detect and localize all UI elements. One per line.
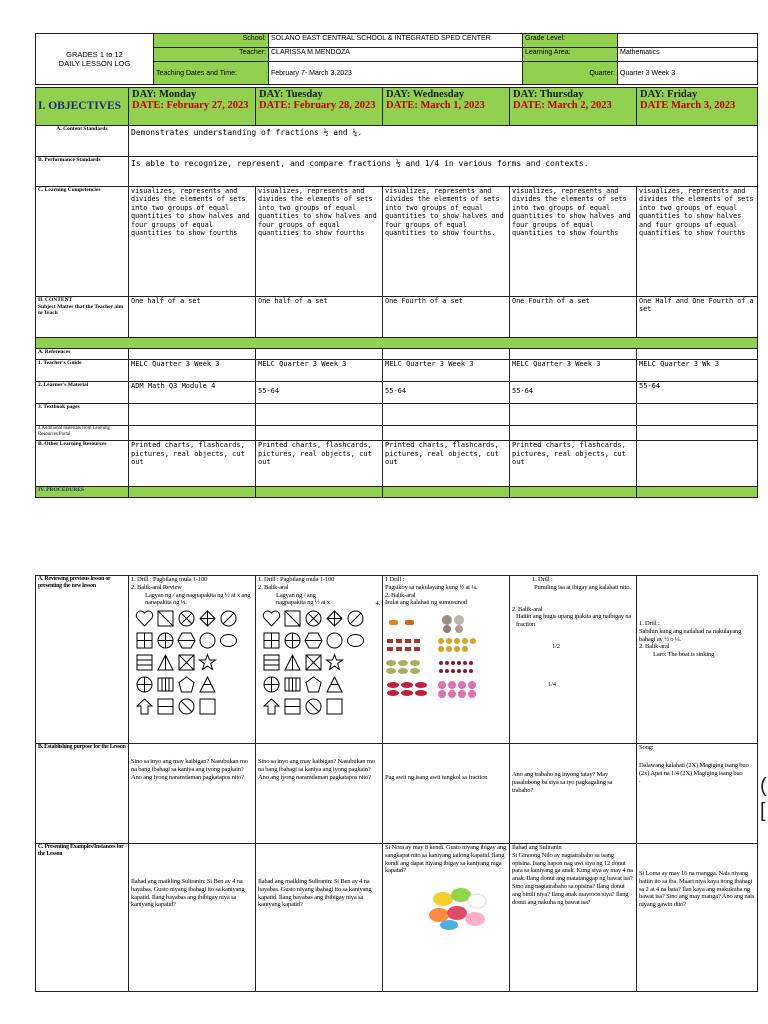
purpose-friday: Song: Dalawang kalahati (2X) Magiging isang buo (2x) Apat na 1/4 (2X) Magiging isang buo . [637,744,758,844]
rect-lines-icon [135,653,154,672]
circle-slash-icon [304,697,323,716]
competency-thursday: visualizes, represents and divides the elements of sets into two groups of equal quantities to show halves and four groups of equal quantities to show fourths [510,187,637,297]
other-friday [637,441,758,487]
sweets-icon [385,635,429,655]
arrow-up-icon [135,697,154,716]
purpose-thursday: Ano ang trabaho ng inyong tatay? May pasalubong ba siya sa iyo pagkagaling sa trabaho? [510,744,637,844]
tg-friday: MELC Quarter 3 Wk 3 [637,360,758,382]
examples-friday: Si Loma ay may 16 na mangga. Nais niyang hatiin ito sa iba. Maari niya kaya itong ibahagi sa 2 at 4 na bata? Ilan kaya ang makukuha ng bawat isa? Sino ang may manga? Ano ang nais niyang gawin dito? [637,844,758,992]
competency-friday: visualizes, represents and divides the elements of sets into two groups of equal quantities to show halves and four groups of equal quantities to show fourths [637,187,758,297]
quarter-value: Quarter 3 Week 3 [618,62,758,85]
review-wednesday: 1 Drill : Pagsikoy sa nakulayang kung ½ at ¼. 2. Balik-aral Isulat ang kalahati ng sumusunod [383,576,510,744]
teacher-value: CLARISSA M.MENDOZA [269,48,523,62]
header-table [35,33,758,85]
pentagon-icon [177,675,196,694]
area-label: Learning Area: [523,48,618,62]
rect-lines-icon [262,653,281,672]
rect-columns-icon [156,675,175,694]
star-icon [325,653,344,672]
section-divider [36,338,758,349]
lm-friday: 55-64 [637,382,758,404]
day-header-friday: DAY: Friday DATE March 3, 2023 [637,88,758,126]
day-header-monday: DAY: Monday DATE: February 27, 2023 [129,88,256,126]
examples-tuesday: Ilahad ang maikling Suliranin: Si Ben ay 4 na bayabas. Gusto niyang ibahagi ito sa kaniyang kapatid. Ilang bayabas ang ibibigay niya sa kaniyang kapatid? [256,844,383,992]
subject-matter-thursday: One Fourth of a set [510,297,637,338]
learning-competencies-label: C. Learning Competencies [36,187,129,297]
dates-label: Teaching Dates and Time: [154,62,269,85]
teachers-guide-label: 1. Teacher's Guide [36,360,129,382]
title-line2: DAILY LESSON LOG [58,59,131,68]
quarter-label: Quarter: [523,62,618,85]
review-friday: 1. Drill : Sabihin kung ang nailahad na nakulayang bahagi ay ½ o ¼. 2. Balik-aral Laro: The boat is sinking [637,576,758,744]
hexagon-icon [304,631,323,650]
title-line1: GRADES 1 to 12 [66,50,123,59]
procedures-heading: IV. PROCEDURES [36,487,129,498]
school-label: School: [154,34,269,48]
circle-x-icon [304,609,323,628]
other-wednesday: Printed charts, flashcards, pictures, real objects, cut out [383,441,510,487]
diamond-icon [198,609,217,628]
subject-matter-monday: One half of a set [129,297,256,338]
heart-icon [135,609,154,628]
food-pictures [385,613,507,699]
performance-standards-label: B. Performance Standards [36,157,129,187]
circle-slash-icon [177,697,196,716]
review-thursday: 1. Drill : Pumiling isa at ibigay ang kalahati nito. 2. Balik-aral Hatiin ang hugis upang ipakita ang naibigay na fraction 1/2 1/4 [510,576,637,744]
lm-tuesday: 55-64 [256,382,383,404]
learners-material-label: 2. Learner's Material [36,382,129,404]
candy-icon [385,613,429,633]
area-value: Mathematics [618,48,758,62]
diamond-icon [325,609,344,628]
examples-wednesday: Si Nora ay may 8 kendi. Gusto niyang ibigay ang sangkapat nito sa kaniyang tatlong kapatid. Ilang kendi ang dapat niyang ibigay sa kaniyang mga kapatid? [383,844,510,992]
school-value: SOLANO EAST CENTRAL SCHOOL & INTEGRATED SPED CENTER [269,34,523,48]
performance-standards: Is able to recognize, represent, and compare fractions ½ and 1/4 in various forms and contexts. [129,157,758,187]
square-icon [156,609,175,628]
additional-materials-label: 4.Additional materials from Learning Resources Portal [36,426,129,441]
competency-wednesday: visualizes, represents and divides the elements of sets into two groups of equal quantities to show halves and four groups of equal quantities to show fourths. [383,187,510,297]
references-label: A. References [36,349,129,360]
other-thursday: Printed charts, flashcards, pictures, real objects, cut out [510,441,637,487]
presenting-examples-label: C. Presenting Examples/Instances for the Lesson [36,844,129,992]
arrow-up-icon [262,697,281,716]
objectives-table [35,87,758,498]
teacher-label: Teacher: [154,48,269,62]
square-x-icon [304,653,323,672]
lm-wednesday: 55-64 [383,382,510,404]
content-label: II. CONTENT Subject Matter that the Teacher aim to Teach [36,297,129,338]
purpose-wednesday: Pag awit ng isang awit tungkol sa fraction [383,744,510,844]
rect-split-icon [156,697,175,716]
circle-line-icon [219,609,238,628]
review-tuesday: 1. Drill : Pagbilang mula 1-100 2. Balik-aral Lagyan ng / ang nagpapakita ng ½ at x 4. [256,576,383,744]
heart-icon [262,609,281,628]
other-monday: Printed charts, flashcards, pictures, real objects, cut out [129,441,256,487]
triangle-icon [283,653,302,672]
other-resources-label: B. Other Learning Resources [36,441,129,487]
square-plain-icon [198,697,217,716]
page-edge-mark: ( [760,775,767,797]
log-title [36,34,154,85]
circle-split-icon [262,675,281,694]
establishing-purpose-label: B. Establishing purpose for the Lesson [36,744,129,844]
star-candy-icon [437,635,481,655]
square-cross-icon [135,631,154,650]
dates-value: February 7- March 3,2023 [269,62,523,85]
circle-half-icon [325,631,344,650]
cookie-icon [437,613,481,633]
star-icon [198,653,217,672]
square-plain-icon [325,697,344,716]
circle-plus-icon [156,631,175,650]
hexagon-icon [177,631,196,650]
page-edge-mark: [ [760,800,766,822]
wrapped-candy-icon [385,679,429,699]
square-x-icon [177,653,196,672]
procedures-table [35,575,758,992]
tg-wednesday: MELC Quarter 3 Week 3 [383,360,510,382]
review-monday: 1. Drill : Pagbilang mula 1-100 2. Balik-aral Review Lagyan ng / ang nagpapakita ng ½ at x ang nanapakita ng ¼. [129,576,256,744]
examples-monday: Ilahad ang maikling Suliranin: Si Ben ay 4 na bayabas. Gusto niyang ibahagi ito sa kaniyang kapatid. Ilang bayabas ang ibibigay niya sa kaniyang kapatid? [129,844,256,992]
day-header-wednesday: DAY: Wednesday DATE: March 1, 2023 [383,88,510,126]
rect-columns-icon [283,675,302,694]
lm-thursday: 55-64 [510,382,637,404]
circle-x-icon [177,609,196,628]
triangle-split-icon [198,675,217,694]
candies-picture [425,881,495,931]
tg-thursday: MELC Quarter 3 Week 3 [510,360,637,382]
lm-monday: ADM Math Q3 Module 4 [129,382,256,404]
berry-icon [437,657,481,677]
examples-thursday: Ilahad ang Suliranin Si Ginoong Nilo ay nagtatrabaho sa isang opisina. Isang hapon nag uwi siya ng 12 donut para sa kaniyang ga anak. Kung siya ay may 4 na anak. Ilang donut ang matatanggap ng bawat isa? Sino ang nagtatrabaho sa opisina? Ilang donut ang binili niya? Ilang anak mayroon siya? Ilang donut ang nakuha ng bawat isa? [510,844,637,992]
textbook-pages-label: 3. Textbook pages [36,404,129,426]
grade-label: Grade Level: [523,34,618,48]
competency-monday: visualizes, represents and divides the elements of sets into two groups of equal quantities to show halves and four groups of equal quantities to show fourths [129,187,256,297]
circle-split-icon [135,675,154,694]
objectives-heading: I. OBJECTIVES [36,88,129,126]
competency-tuesday: visualizes, represents and divides the elements of sets into two groups of equal quantities to show halves and four groups of equal quantities to show fourths [256,187,383,297]
tg-tuesday: MELC Quarter 3 Week 3 [256,360,383,382]
subject-matter-friday: One Half and One Fourth of a set [637,297,758,338]
oval-icon [219,631,238,650]
triangle-icon [156,653,175,672]
shape-grid-tuesday [262,609,380,716]
day-header-thursday: DAY: Thursday DATE: March 2, 2023 [510,88,637,126]
circle-line-icon [346,609,365,628]
reviewing-lesson-label: A. Reviewing previous lesson or presenting the new lesson [36,576,129,744]
circle-half-icon [198,631,217,650]
subject-matter-wednesday: One Fourth of a set [383,297,510,338]
gumball-icon [437,679,481,699]
subject-matter-tuesday: One half of a set [256,297,383,338]
content-standards: Demonstrates understanding of fractions ½ and ¼. [129,126,758,157]
triangle-split-icon [325,675,344,694]
shape-grid-monday [135,609,253,716]
purpose-monday: Sino sa inyo ang may kaibigan? Nasubukan mo na bang ibahagi sa kaniya ang iyong pagkain? Ano ang iyong naramdaman pagkatapos nito? [129,744,256,844]
day-header-tuesday: DAY: Tuesday DATE: February 28, 2023 [256,88,383,126]
other-tuesday: Printed charts, flashcards, pictures, real objects, cut out [256,441,383,487]
circle-plus-icon [283,631,302,650]
oval-icon [346,631,365,650]
biscuit-icon [385,657,429,677]
square-icon [283,609,302,628]
square-cross-icon [262,631,281,650]
purpose-tuesday: Sino sa inyo ang may kaibigan? Nasubukan mo na bang ibahagi sa kaniya ang iyong pagkain? Ano ang iyong naramdaman pagkatapos nito? [256,744,383,844]
tg-monday: MELC Quarter 3 Week 3 [129,360,256,382]
pentagon-icon [304,675,323,694]
content-standards-label: A. Content Standards [36,126,129,157]
rect-split-icon [283,697,302,716]
grade-value [618,34,758,48]
